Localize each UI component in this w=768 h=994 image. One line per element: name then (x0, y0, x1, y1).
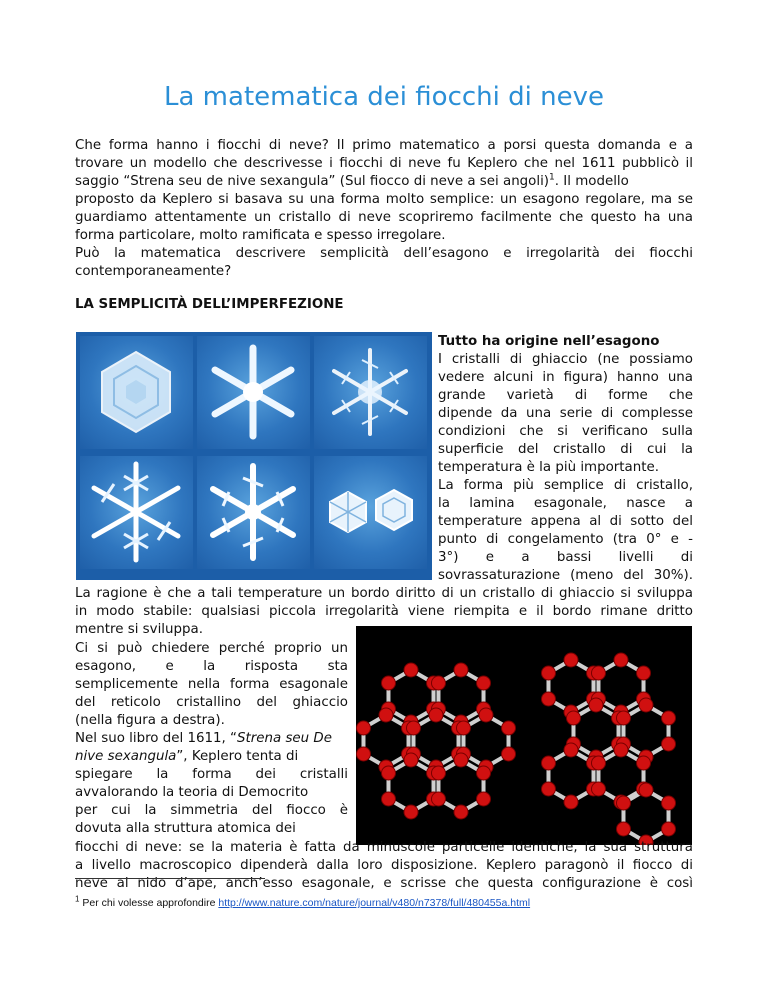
text-line: dovuta alla struttura atomica dei (75, 821, 296, 836)
text-line: mentre si sviluppa. (75, 622, 203, 637)
atom (406, 721, 420, 735)
snowflake-image (314, 336, 427, 449)
text-line (75, 173, 693, 191)
text-line: La ragione è che a tali temperature un bordo diritto di un cristallo di ghiaccio si sviluppa (75, 586, 693, 601)
atom (477, 792, 491, 806)
text-span: ”, Keplero tenta di (176, 749, 299, 764)
text-line: Che forma hanno i fiocchi di neve? Il primo matematico a porsi questa domanda e a (75, 138, 693, 153)
text-line: avvalorando la teoria di Democrito (75, 785, 309, 800)
atom (662, 822, 676, 836)
text-line: semplicemente nella forma esagonale (75, 677, 348, 692)
atom (566, 711, 580, 725)
atom (589, 698, 603, 712)
text-line: esagono, e la risposta sta (75, 659, 348, 674)
atom (591, 666, 605, 680)
text-line: spiegare la forma dei cristalli (75, 767, 348, 782)
text-line: 3°) e a bassi livelli di (438, 550, 693, 565)
snowflake-image (80, 456, 193, 569)
atom (639, 698, 653, 712)
text-line: guardiamo attentamente un cristallo di neve scopriremo facilmente che questo ha una (75, 210, 693, 225)
text-line: Ci si può chiedere perché proprio un (75, 641, 348, 656)
text-line: trovare un modello che descrivesse i fiocchi di neve fu Keplero che nel 1611 pubblicò il (75, 156, 693, 171)
text-line: fiocchi di neve: se la materia è fatta da minuscole particelle identiche, la sua struttura (75, 840, 693, 855)
text-line: superficie del cristallo di cui la (438, 442, 693, 457)
ice-lattice-image (356, 626, 692, 845)
atom (477, 676, 491, 690)
atom (381, 766, 395, 780)
atom (381, 676, 395, 690)
text-line: a livello macroscopico dipenderà dalla loro disposizione. Keplero paragonò il fiocco di (75, 858, 693, 873)
atom (637, 756, 651, 770)
footnote-link[interactable]: http://www.nature.com/nature/journal/v480/n7378/full/480455a.html (218, 897, 531, 909)
text-span: . Il modello (554, 174, 629, 189)
atom (356, 747, 370, 761)
atom (616, 711, 630, 725)
text-line (75, 730, 332, 748)
atom (431, 792, 445, 806)
atom (431, 766, 445, 780)
atom (591, 756, 605, 770)
text-line: I cristalli di ghiaccio (ne possiamo (438, 352, 693, 367)
text-line: grande varietà di forme che (438, 388, 693, 403)
text-line: temperatura è la più importante. (438, 460, 659, 475)
atom (591, 782, 605, 796)
text-span: saggio “Strena seu de nive sexangula” (Sul fiocco di neve a sei angoli) (75, 174, 550, 189)
atom (616, 796, 630, 810)
text-line: per cui la simmetria del fiocco è (75, 803, 348, 818)
atom (381, 792, 395, 806)
page-title: La matematica dei fiocchi di neve (164, 82, 604, 112)
section-heading: LA SEMPLICITÀ DELL’IMPERFEZIONE (75, 297, 344, 312)
atom (616, 822, 630, 836)
snowflake-photo-grid (76, 332, 432, 580)
text-line: punto di congelamento (tra 0° e - (438, 532, 693, 547)
text-line: temperature appena al di sotto del (438, 514, 693, 529)
text-line: del reticolo cristallino del ghiaccio (75, 695, 348, 710)
atom (429, 708, 443, 722)
atom (541, 692, 555, 706)
atom (564, 795, 578, 809)
snowflake-image (197, 456, 310, 569)
snowflake-image (314, 456, 427, 569)
text-line: (nella figura a destra). (75, 713, 225, 728)
atom (541, 782, 555, 796)
subheading: Tutto ha origine nell’esagono (438, 334, 660, 349)
text-span: Nel suo libro del 1611, “ (75, 731, 237, 746)
atom (637, 666, 651, 680)
atom (431, 676, 445, 690)
atom (662, 711, 676, 725)
footnote-marker[interactable]: 1 (549, 172, 555, 183)
italic-title: nive sexangula (75, 749, 177, 764)
atom (404, 805, 418, 819)
atom (454, 663, 468, 677)
footnote-number: 1 (75, 894, 80, 904)
atom (614, 653, 628, 667)
text-line: neve al nido d’ape, anch’esso esagonale, e scrisse che questa configurazione è così (75, 876, 693, 891)
atom (456, 721, 470, 735)
italic-title: Strena seu De (237, 731, 332, 746)
text-line: dipende da una serie di complesse (438, 406, 693, 421)
atom (541, 756, 555, 770)
text-line: vedere alcuni in figura) hanno una (438, 370, 693, 385)
text-line: Può la matematica descrivere semplicità dell’esagono e irregolarità dei fiocchi (75, 246, 693, 261)
atom (404, 753, 418, 767)
text-line: forma particolare, molto ramificata e spesso irregolare. (75, 228, 446, 243)
atom (502, 721, 516, 735)
atom (614, 743, 628, 757)
atom (356, 721, 370, 735)
atom (454, 805, 468, 819)
atom (564, 653, 578, 667)
text-line: in modo stabile: qualsiasi piccola irregolarità viene riempita e il bordo rimane dritto (75, 604, 693, 619)
footnote-text: Per chi volesse approfondire (79, 897, 219, 909)
atom (564, 743, 578, 757)
text-line: proposto da Keplero si basava su una forma molto semplice: un esagono regolare, ma se (75, 192, 693, 207)
atom (662, 796, 676, 810)
footnote (75, 894, 531, 909)
snowflake-image (80, 336, 193, 449)
atom (502, 747, 516, 761)
text-line: La forma più semplice di cristallo, (438, 478, 693, 493)
atom (404, 663, 418, 677)
atom (639, 783, 653, 797)
text-line: la lamina esagonale, nasce a (438, 496, 693, 511)
atom (477, 766, 491, 780)
text-line: sovrassaturazione (meno del 30%). (438, 568, 693, 583)
atom (454, 753, 468, 767)
text-line: contemporaneamente? (75, 264, 232, 279)
snowflake-image (197, 336, 310, 449)
atom (662, 737, 676, 751)
footnote-divider (75, 878, 265, 879)
atom (379, 708, 393, 722)
text-line: condizioni che si verificano sulla (438, 424, 693, 439)
atom (479, 708, 493, 722)
text-line (75, 748, 298, 766)
atom (541, 666, 555, 680)
